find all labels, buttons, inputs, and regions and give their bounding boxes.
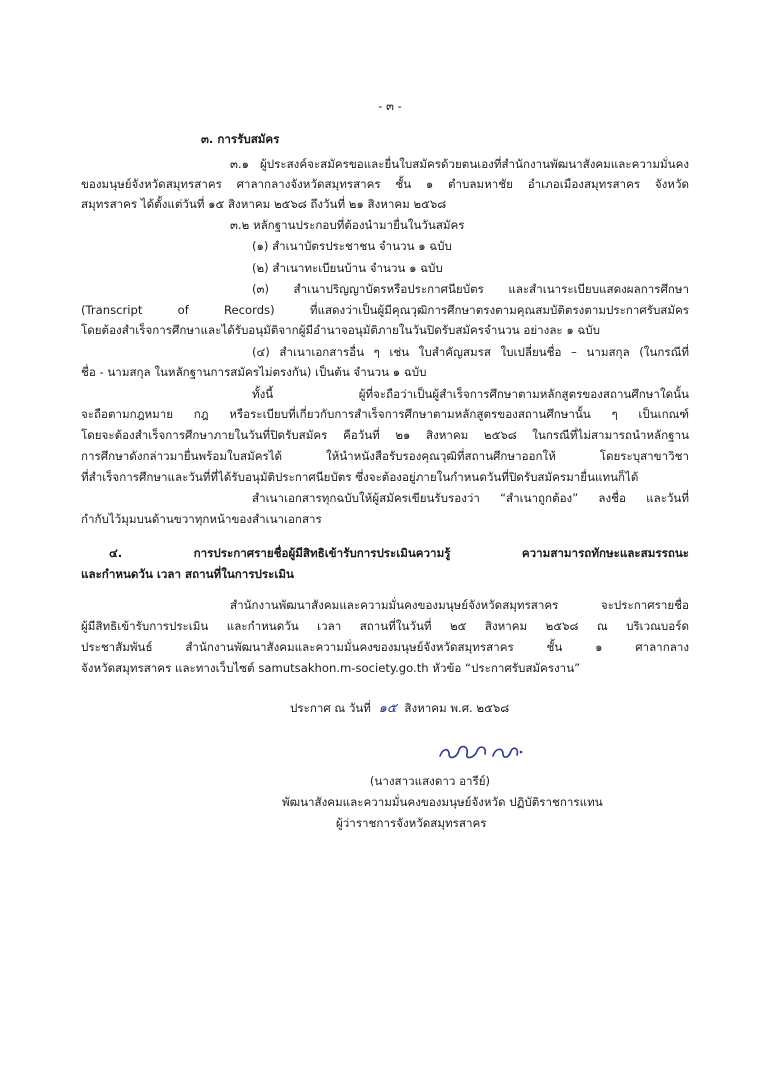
paragraph-3-2-intro: ๓.๒ หลักฐานประกอบที่ต้องนำมายื่นในวันสมัคร — [230, 218, 465, 232]
doc-item-4-line: (๔) สำเนาเอกสารอื่น ๆ เช่น ใบสำคัญสมรส ใบเปลี่ยนชื่อ – นามสกุล (ในกรณีที่ — [252, 345, 689, 359]
section-4-body-line: สำนักงานพัฒนาสังคมและความมั่นคงของมนุษย์จังหวัดสมุทรสาคร จะประกาศรายชื่อ — [230, 598, 689, 612]
section-4-heading-line: และกำหนดวัน เวลา สถานที่ในการประเมิน — [81, 567, 294, 581]
graduation-paragraph-line: การศึกษาดังกล่าวมายื่นพร้อมใบสมัครได้ ให้นำหนังสือรับรองคุณวุฒิที่สถานศึกษาออกให้ โดยระบุสาขาวิชา — [81, 449, 689, 463]
graduation-paragraph-line: โดยจะต้องสำเร็จการศึกษาภายในวันที่ปิดรับสมัคร คือวันที่ ๒๑ สิงหาคม ๒๕๖๘ ในกรณีที่ไม่สามารถนำหลักฐาน — [81, 428, 689, 442]
signer-name: (นางสาวแสงดาว อารีย์) — [369, 774, 491, 788]
doc-item-1: (๑) สำเนาบัตรประชาชน จำนวน ๑ ฉบับ — [252, 239, 452, 253]
signer-position-line-2: ผู้ว่าราชการจังหวัดสมุทรสาคร — [336, 816, 487, 830]
section-4-body-line: ผู้มีสิทธิเข้ารับการประเมิน และกำหนดวัน เวลา สถานที่ในวันที่ ๒๕ สิงหาคม ๒๕๖๘ ณ บริเวณบอร์ด — [81, 619, 689, 633]
announcement-suffix: สิงหาคม พ.ศ. ๒๕๖๘ — [404, 701, 510, 715]
paragraph-3-1-line: สมุทรสาคร ได้ตั้งแต่วันที่ ๑๕ สิงหาคม ๒๕๖๘ ถึงวันที่ ๒๑ สิงหาคม ๒๕๖๘ — [81, 197, 447, 211]
doc-item-3-line: โดยต้องสำเร็จการศึกษาและได้รับอนุมัติจากผู้มีอำนาจอนุมัติภายในวันปิดรับสมัครจำนวน อย่างละ ๑ ฉบับ — [81, 323, 600, 337]
section-3-heading: ๓. การรับสมัคร — [201, 132, 280, 146]
page-number: - ๓ - — [378, 99, 402, 113]
section-4-body-line: ประชาสัมพันธ์ สำนักงานพัฒนาสังคมและความมั่นคงของมนุษย์จังหวัดสมุทรสาคร ชั้น ๑ ศาลากลาง — [81, 640, 689, 654]
announcement-prefix: ประกาศ ณ วันที่ — [290, 701, 371, 715]
graduation-paragraph-line: ที่สำเร็จการศึกษาและวันที่ที่ได้รับอนุมัติประกาศนียบัตร ซึ่งจะต้องอยู่ภายในกำหนดวันที่ปิดรับสมัครมายื่นแทนก็ได้ — [81, 470, 639, 484]
announcement-date — [290, 700, 509, 717]
doc-item-2: (๒) สำเนาทะเบียนบ้าน จำนวน ๑ ฉบับ — [252, 261, 443, 275]
paragraph-3-1-line: ของมนุษย์จังหวัดสมุทรสาคร ศาลากลางจังหวัดสมุทรสาคร ชั้น ๑ ตำบลมหาชัย อำเภอเมืองสมุทรสาคร จังหวัด — [81, 177, 689, 191]
doc-item-3-line: (๓) สำเนาปริญญาบัตรหรือประกาศนียบัตร และสำเนาระเบียบแสดงผลการศึกษา — [252, 282, 689, 296]
section-4-body-line: จังหวัดสมุทรสาคร และทางเว็บไซต์ samutsakhon.m-society.go.th หัวข้อ “ประกาศรับสมัครงาน” — [81, 661, 581, 675]
graduation-paragraph-line: ทั้งนี้ ผู้ที่จะถือว่าเป็นผู้สำเร็จการศึกษาตามหลักสูตรของสถานศึกษาใดนั้น — [252, 387, 689, 401]
section-4-heading-line: ๔. การประกาศรายชื่อผู้มีสิทธิเข้ารับการประเมินความรู้ ความสามารถทักษะและสมรรถนะ — [109, 546, 689, 560]
doc-item-4-line: ชื่อ - นามสกุล ในหลักฐานการสมัครไม่ตรงกัน) เป็นต้น จำนวน ๑ ฉบับ — [81, 365, 427, 379]
signer-position-line-1: พัฒนาสังคมและความมั่นคงของมนุษย์จังหวัด ปฏิบัติราชการแทน — [282, 795, 603, 809]
copy-certification-line: กำกับไว้มุมบนด้านขวาทุกหน้าของสำเนาเอกสาร — [81, 512, 322, 526]
handwritten-signature — [435, 734, 525, 764]
announcement-day: ๑๕ — [378, 701, 397, 716]
paragraph-3-1-line: ๓.๑ ผู้ประสงค์จะสมัครขอและยื่นใบสมัครด้วยตนเองที่สำนักงานพัฒนาสังคมและความมั่นคง — [230, 157, 689, 171]
doc-item-3-line: (Transcript of Records) ที่แสดงว่าเป็นผู้มีคุณวุฒิการศึกษาตรงตามคุณสมบัติตรงตามประกาศรับสมัคร — [81, 303, 689, 317]
copy-certification-line: สำเนาเอกสารทุกฉบับให้ผู้สมัครเขียนรับรองว่า “สำเนาถูกต้อง” ลงชื่อ และวันที่ — [252, 491, 689, 505]
graduation-paragraph-line: จะถือตามกฎหมาย กฎ หรือระเบียบที่เกี่ยวกับการสำเร็จการศึกษาตามหลักสูตรของสถานศึกษานั้น ๆ เป็นเกณฑ์ — [81, 407, 689, 421]
